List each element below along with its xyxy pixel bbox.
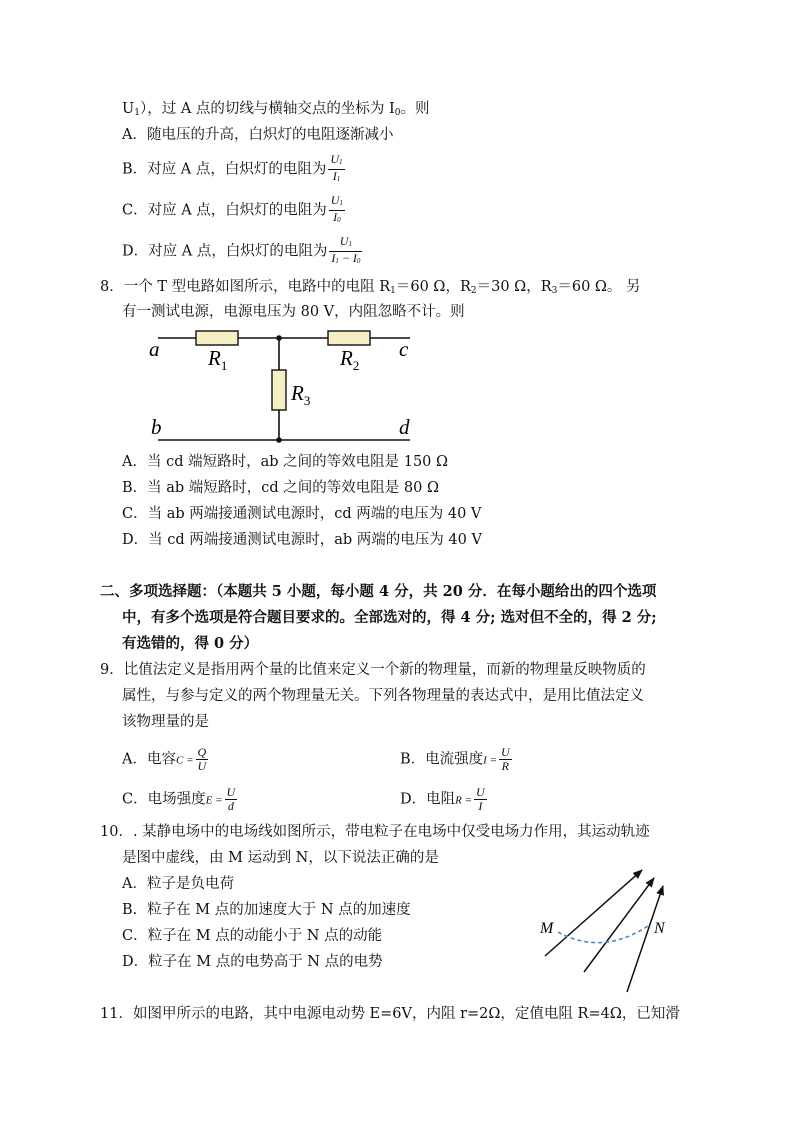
section-2-heading-line-2: 中，有多个选项是符合题目要求的。全部选对的，得 4 分; 选对但不全的，得 2 分; bbox=[122, 609, 657, 626]
point-m-label: M bbox=[540, 920, 554, 937]
q10-line-2: 是图中虚线，由 M 运动到 N，以下说法正确的是 bbox=[122, 850, 439, 866]
terminal-b-label: b bbox=[151, 415, 162, 439]
q8-option-d: D．当 cd 两端接通测试电源时，ab 两端的电压为 40 V bbox=[122, 532, 482, 548]
resistor-r3 bbox=[272, 370, 286, 410]
terminal-c-label: c bbox=[399, 337, 409, 361]
field-line-3 bbox=[627, 886, 663, 992]
q8-t-circuit bbox=[140, 322, 430, 452]
q9-line-1: 9．比值法定义是指用两个量的比值来定义一个新的物理量，而新的物理量反映物质的 bbox=[100, 662, 646, 678]
q7-c-fraction: $\frac{U_1}{I_0}$ bbox=[330, 193, 343, 224]
r2-label: $R_2$ bbox=[340, 346, 360, 373]
r1-label: $R_1$ bbox=[208, 346, 228, 373]
q11-line-1: 11．如图甲所示的电路，其中电源电动势 E=6V，内阻 r=2Ω，定值电阻 R=4Ω，已知滑 bbox=[100, 1006, 680, 1022]
resistor-r1 bbox=[196, 331, 238, 345]
q9-option-c: C．电场强度E = $\frac{U}{d}$ bbox=[122, 785, 236, 813]
q9-option-b: B．电流强度I = $\frac{U}{R}$ bbox=[400, 745, 510, 773]
field-line-2 bbox=[584, 878, 654, 972]
q9-line-2: 属性，与参与定义的两个物理量无关。下列各物理量的表达式中，是用比值法定义 bbox=[122, 688, 644, 704]
particle-trajectory bbox=[558, 926, 648, 943]
junction-top bbox=[276, 335, 282, 341]
r3-label: $R_3$ bbox=[291, 381, 311, 408]
q10-electric-field-figure bbox=[530, 860, 710, 1000]
q7-option-c: C．对应 A 点，白炽灯的电阻为 $\frac{U_1}{I_0}$ bbox=[122, 194, 345, 227]
q8-option-a: A．当 cd 端短路时，ab 之间的等效电阻是 150 Ω bbox=[122, 454, 449, 470]
q7-d-fraction: $\frac{U_1}{I_1 - I_0}$ bbox=[331, 234, 361, 265]
junction-bottom bbox=[276, 437, 282, 443]
resistor-r2 bbox=[328, 331, 370, 345]
q10-option-c: C．粒子在 M 点的动能小于 N 点的动能 bbox=[122, 928, 383, 944]
q9-option-d: D．电阻R = $\frac{U}{I}$ bbox=[400, 785, 485, 813]
q8-line-1: 8．一个 T 型电路如图所示，电路中的电阻 $R_1=60$ Ω，$R_2=30$ Ω，$R_3=60$ Ω。 另 bbox=[100, 279, 641, 296]
q9-option-a: A．电容C = $\frac{Q}{U}$ bbox=[122, 745, 207, 773]
q10-option-d: D．粒子在 M 点的电势高于 N 点的电势 bbox=[122, 954, 383, 970]
q10-option-b: B．粒子在 M 点的加速度大于 N 点的加速度 bbox=[122, 902, 411, 918]
q7-option-b: B．对应 A 点，白炽灯的电阻为 $\frac{U_1}{I_1}$ bbox=[122, 153, 345, 186]
q8-option-c: C．当 ab 两端接通测试电源时，cd 两端的电压为 40 V bbox=[122, 506, 482, 522]
terminal-d-label: d bbox=[399, 415, 410, 439]
q8-line-2: 有一测试电源，电源电压为 80 V，内阻忽略不计。则 bbox=[122, 304, 465, 320]
q7-option-d: D．对应 A 点，白炽灯的电阻为 $\frac{U_1}{I_1 - I_0}$ bbox=[122, 235, 362, 268]
q7-option-a: A．随电压的升高，白炽灯的电阻逐渐减小 bbox=[122, 127, 394, 143]
q9-line-3: 该物理量的是 bbox=[122, 714, 209, 730]
q8-option-b: B．当 ab 端短路时，cd 之间的等效电阻是 80 Ω bbox=[122, 480, 440, 496]
terminal-a-label: a bbox=[149, 337, 160, 361]
section-2-heading-line-3: 有选错的，得 0 分） bbox=[122, 635, 259, 652]
q10-option-a: A．粒子是负电荷 bbox=[122, 876, 234, 892]
q10-line-1: 10．. 某静电场中的电场线如图所示，带电粒子在电场中仅受电场力作用，其运动轨迹 bbox=[100, 824, 650, 840]
q7-continuation: $U_1$），过 A 点的切线与横轴交点的坐标为 $I_0$。则 bbox=[122, 101, 430, 118]
point-n-label: N bbox=[654, 920, 665, 937]
section-2-heading-line-1: 二、多项选择题：（本题共 5 小题，每小题 4 分，共 20 分．在每小题给出的四个选项 bbox=[100, 583, 657, 600]
q7-b-fraction: $\frac{U_1}{I_1}$ bbox=[330, 152, 343, 183]
